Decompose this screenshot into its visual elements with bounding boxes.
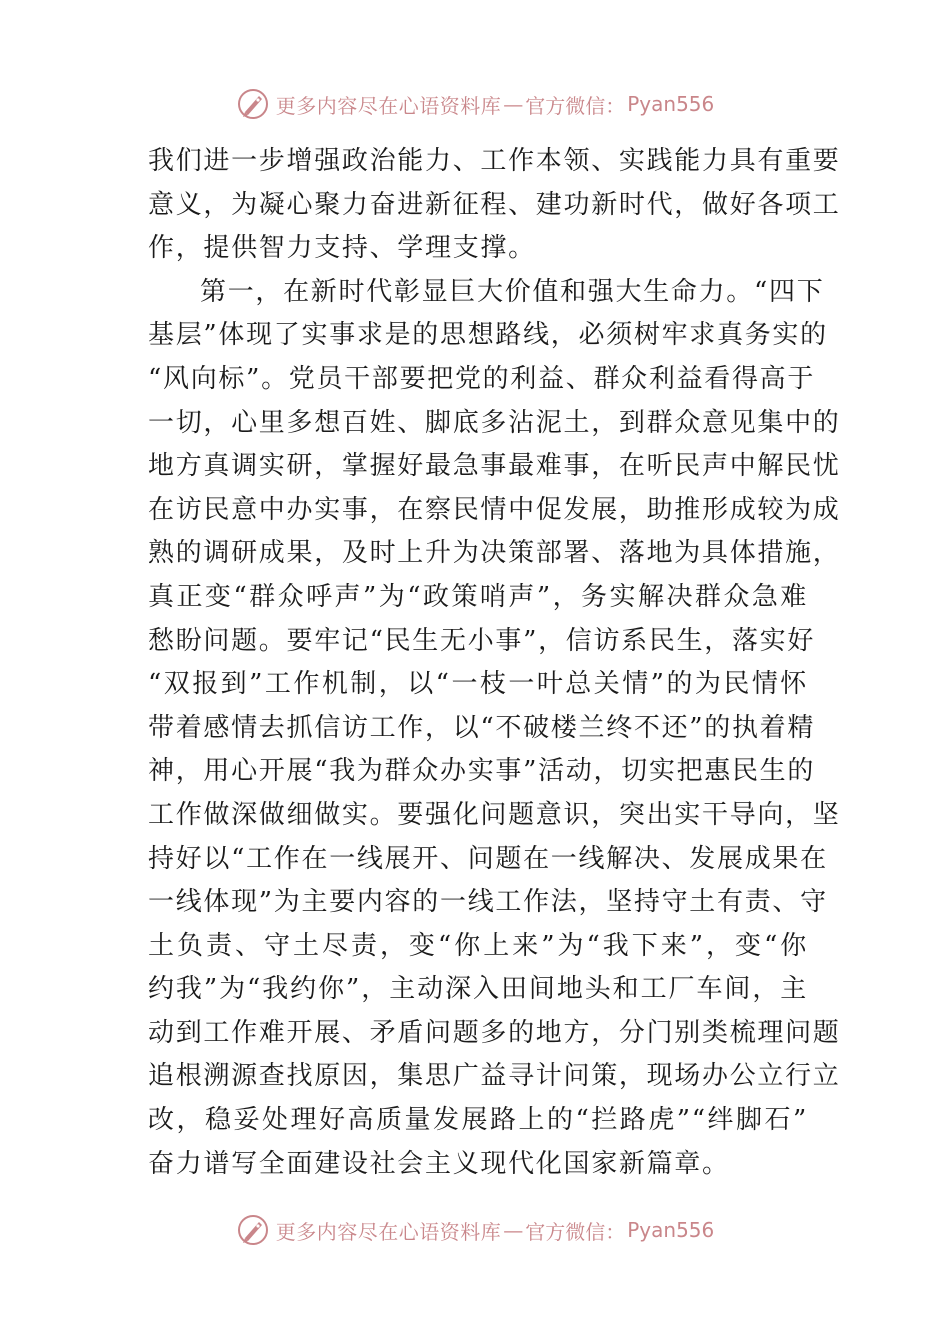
text-line: 追根溯源查找原因，集思广益寻计问策，现场办公立行立 xyxy=(148,1061,841,1092)
text-line: 真正变“群众呼声”为“政策哨声”，务实解决群众急难 xyxy=(148,581,808,612)
pen-logo-icon xyxy=(236,87,270,121)
text-line: 工作做深做细做实。要强化问题意识，突出实干导向，坚 xyxy=(148,799,841,830)
text-line: 作，提供智力支持、学理支撑。 xyxy=(148,233,536,264)
pen-logo-icon xyxy=(236,1213,270,1247)
banner-site-text: 更多内容尽在心语资料库 xyxy=(275,1219,502,1244)
text-line: 基层”体现了实事求是的思想路线，必须树牢求真务实的 xyxy=(148,320,828,351)
text-line: 奋力谱写全面建设社会主义现代化国家新篇章。 xyxy=(148,1148,730,1179)
text-line: “双报到”工作机制，以“一枝一叶总关情”的为民情怀 xyxy=(148,669,808,700)
banner-wechat-id: Pyan556 xyxy=(627,1218,715,1242)
text-line: 约我”为“我约你”，主动深入田间地头和工厂车间，主 xyxy=(148,974,808,1005)
banner-site-text: 更多内容尽在心语资料库 xyxy=(275,93,502,118)
banner-wechat-id: Pyan556 xyxy=(627,92,715,116)
text-line: 神，用心开展“我为群众办实事”活动，切实把惠民生的 xyxy=(148,756,816,787)
text-line: 愁盼问题。要牢记“民生无小事”，信访系民生，落实好 xyxy=(148,625,816,656)
text-line: 土负责、守土尽责，变“你上来”为“我下来”，变“你 xyxy=(148,930,808,961)
text-line: “风向标”。党员干部要把党的利益、群众利益看得高于 xyxy=(148,363,816,394)
text-line: 在访民意中办实事，在察民情中促发展，助推形成较为成 xyxy=(148,494,841,525)
banner-dash: — xyxy=(503,92,524,116)
text-line: 意义，为凝心聚力奋进新征程、建功新时代，做好各项工 xyxy=(148,189,841,220)
banner-wechat-label: 官方微信： xyxy=(525,93,626,118)
text-line: 持好以“工作在一线展开、问题在一线解决、发展成果在 xyxy=(148,843,828,874)
text-line: 动到工作难开展、矛盾问题多的地方，分门别类梳理问题 xyxy=(148,1017,841,1048)
text-line: 改，稳妥处理好高质量发展路上的“拦路虎”“绊脚石” xyxy=(148,1105,808,1136)
text-line: 熟的调研成果，及时上升为决策部署、落地为具体措施， xyxy=(148,538,841,569)
document-body xyxy=(148,140,841,1186)
text-line: 带着感情去抓信访工作，以“不破楼兰终不还”的执着精 xyxy=(148,712,816,743)
header-banner xyxy=(0,84,950,124)
text-line: 一线体现”为主要内容的一线工作法，坚持守土有责、守 xyxy=(148,887,828,918)
paragraph-first-line: 第一，在新时代彰显巨大价值和强大生命力。“四下 xyxy=(200,276,825,307)
banner-dash: — xyxy=(503,1218,524,1242)
text-line: 地方真调实研，掌握好最急事最难事，在听民声中解民忧 xyxy=(148,451,841,482)
banner-wechat-label: 官方微信： xyxy=(525,1219,626,1244)
footer-banner xyxy=(0,1210,950,1250)
text-line: 我们进一步增强政治能力、工作本领、实践能力具有重要 xyxy=(148,146,841,176)
text-line: 一切，心里多想百姓、脚底多沾泥土，到群众意见集中的 xyxy=(148,407,841,438)
